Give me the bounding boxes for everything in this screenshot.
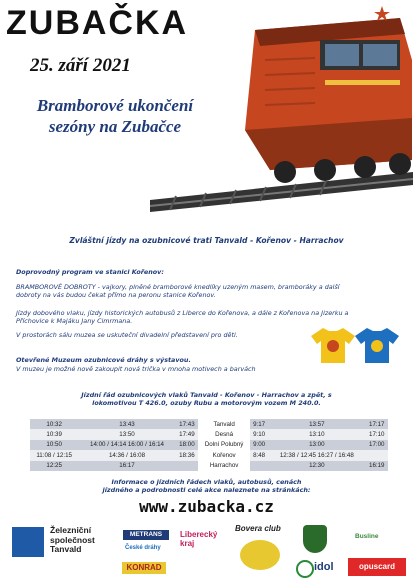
time-cell: 17:10 [366,429,388,439]
station-cell: Dolní Polubný [198,440,250,450]
timetable-row [30,440,388,450]
timetable-row [30,450,388,460]
time-cell: 13:57 [268,419,365,429]
railway-company-logo: Železniční společnost Tanvald [50,525,95,554]
brand-title: ZUBAČKA [6,4,189,42]
time-cell: 8:48 [250,450,268,460]
time-cell: 13:10 [268,429,365,439]
time-cell: 16:19 [366,461,388,471]
idol-icon [296,560,314,578]
program-paragraph-rides: Jízdy dobového vlaku, jízdy historických autobusů z Liberce do Kořenova, a dále z Kořenova na Jizerku a Příchovice k Majáku Jany Cimrmana. [16,309,349,326]
timetable [30,419,388,471]
opuscard-logo: opuscard [348,558,406,576]
time-cell: 16:17 [78,461,175,471]
time-cell: 17:00 [366,440,388,450]
time-cell: 11:08 / 12:15 [30,450,78,460]
time-cell [250,461,268,471]
time-cell: 17:17 [366,419,388,429]
station-cell: Harrachov [198,461,250,471]
time-cell: 18:36 [176,450,198,460]
time-cell: 10:50 [30,440,78,450]
time-cell: 9:17 [250,419,268,429]
railway-logo-icon [12,527,44,557]
program-paragraph-food: BRAMBOROVÉ DOBROTY - vajkory, plněné bramborové knedlíky uzeným masem, bramboráky a další dobroty na vás budou čekat přímo na peronu stanice Kořenov. [16,283,340,300]
coat-of-arms-icon [303,525,327,553]
tshirt-blue-image [355,326,399,364]
train-illustration [150,0,413,230]
time-cell: 9:10 [250,429,268,439]
station-cell: Desná [198,429,250,439]
bovera-club-logo: Bovera club [235,524,281,533]
event-headline: Bramborové ukončení sezóny na Zubačce [36,96,194,136]
program-paragraph-theatre: V prostorách sálu muzea se uskuteční divadelní představení pro děti. [16,331,238,339]
route-subtitle: Zvláštní jízdy na ozubnicové trati Tanvald - Kořenov - Harrachov [69,236,344,245]
time-cell: 18:00 [176,440,198,450]
time-cell: 9:00 [250,440,268,450]
bovera-emblem-icon [240,540,280,570]
website-url[interactable]: www.zubacka.cz [139,497,274,516]
liberecky-kraj-logo: Liberecký kraj [180,530,218,548]
station-cell: Kořenov [198,450,250,460]
time-cell: 12:30 [268,461,365,471]
time-cell: 12:38 / 12:45 16:27 / 16:48 [268,450,365,460]
program-heading: Doprovodný program ve stanici Kořenov: [16,268,164,276]
timetable-intro: Jízdní řád ozubnicových vlaků Tanvald - Kořenov - Harrachov a zpět, s lokomotivou T 426.0, ozuby Rubu a motorovým vozem M 240.0. [81,391,332,408]
info-note: Informace o jízdních řádech vlaků, autobusů, cenách jízdného a podrobnosti celé akce naleznete na stránkách: [102,478,311,495]
time-cell [366,450,388,460]
idol-logo: idol [314,561,334,573]
metrans-logo: METRANS [123,530,169,540]
time-cell [176,461,198,471]
time-cell: 13:50 [78,429,175,439]
time-cell: 17:43 [176,419,198,429]
konrad-logo: KONRAD [122,562,166,574]
program-paragraph-shirts: V muzeu je možné nově zakoupit nová trička v mnoha motivech a barvách [16,365,256,373]
time-cell: 13:00 [268,440,365,450]
time-cell: 17:49 [176,429,198,439]
time-cell: 10:39 [30,429,78,439]
tshirt-yellow-image [311,326,355,364]
time-cell: 12:25 [30,461,78,471]
event-date: 25. září 2021 [30,55,131,76]
timetable-row [30,419,388,429]
timetable-row [30,461,388,471]
station-cell: Tanvald [198,419,250,429]
time-cell: 10:32 [30,419,78,429]
time-cell: 13:43 [78,419,175,429]
time-cell: 14:00 / 14:14 16:00 / 16:14 [78,440,175,450]
busline-logo: Busline [355,533,379,540]
ceske-drahy-logo: České dráhy [125,545,161,551]
timetable-row [30,429,388,439]
time-cell: 14:36 / 16:08 [78,450,175,460]
program-paragraph-museum: Otevřené Muzeum ozubnicové dráhy s výstavou. [16,356,191,364]
